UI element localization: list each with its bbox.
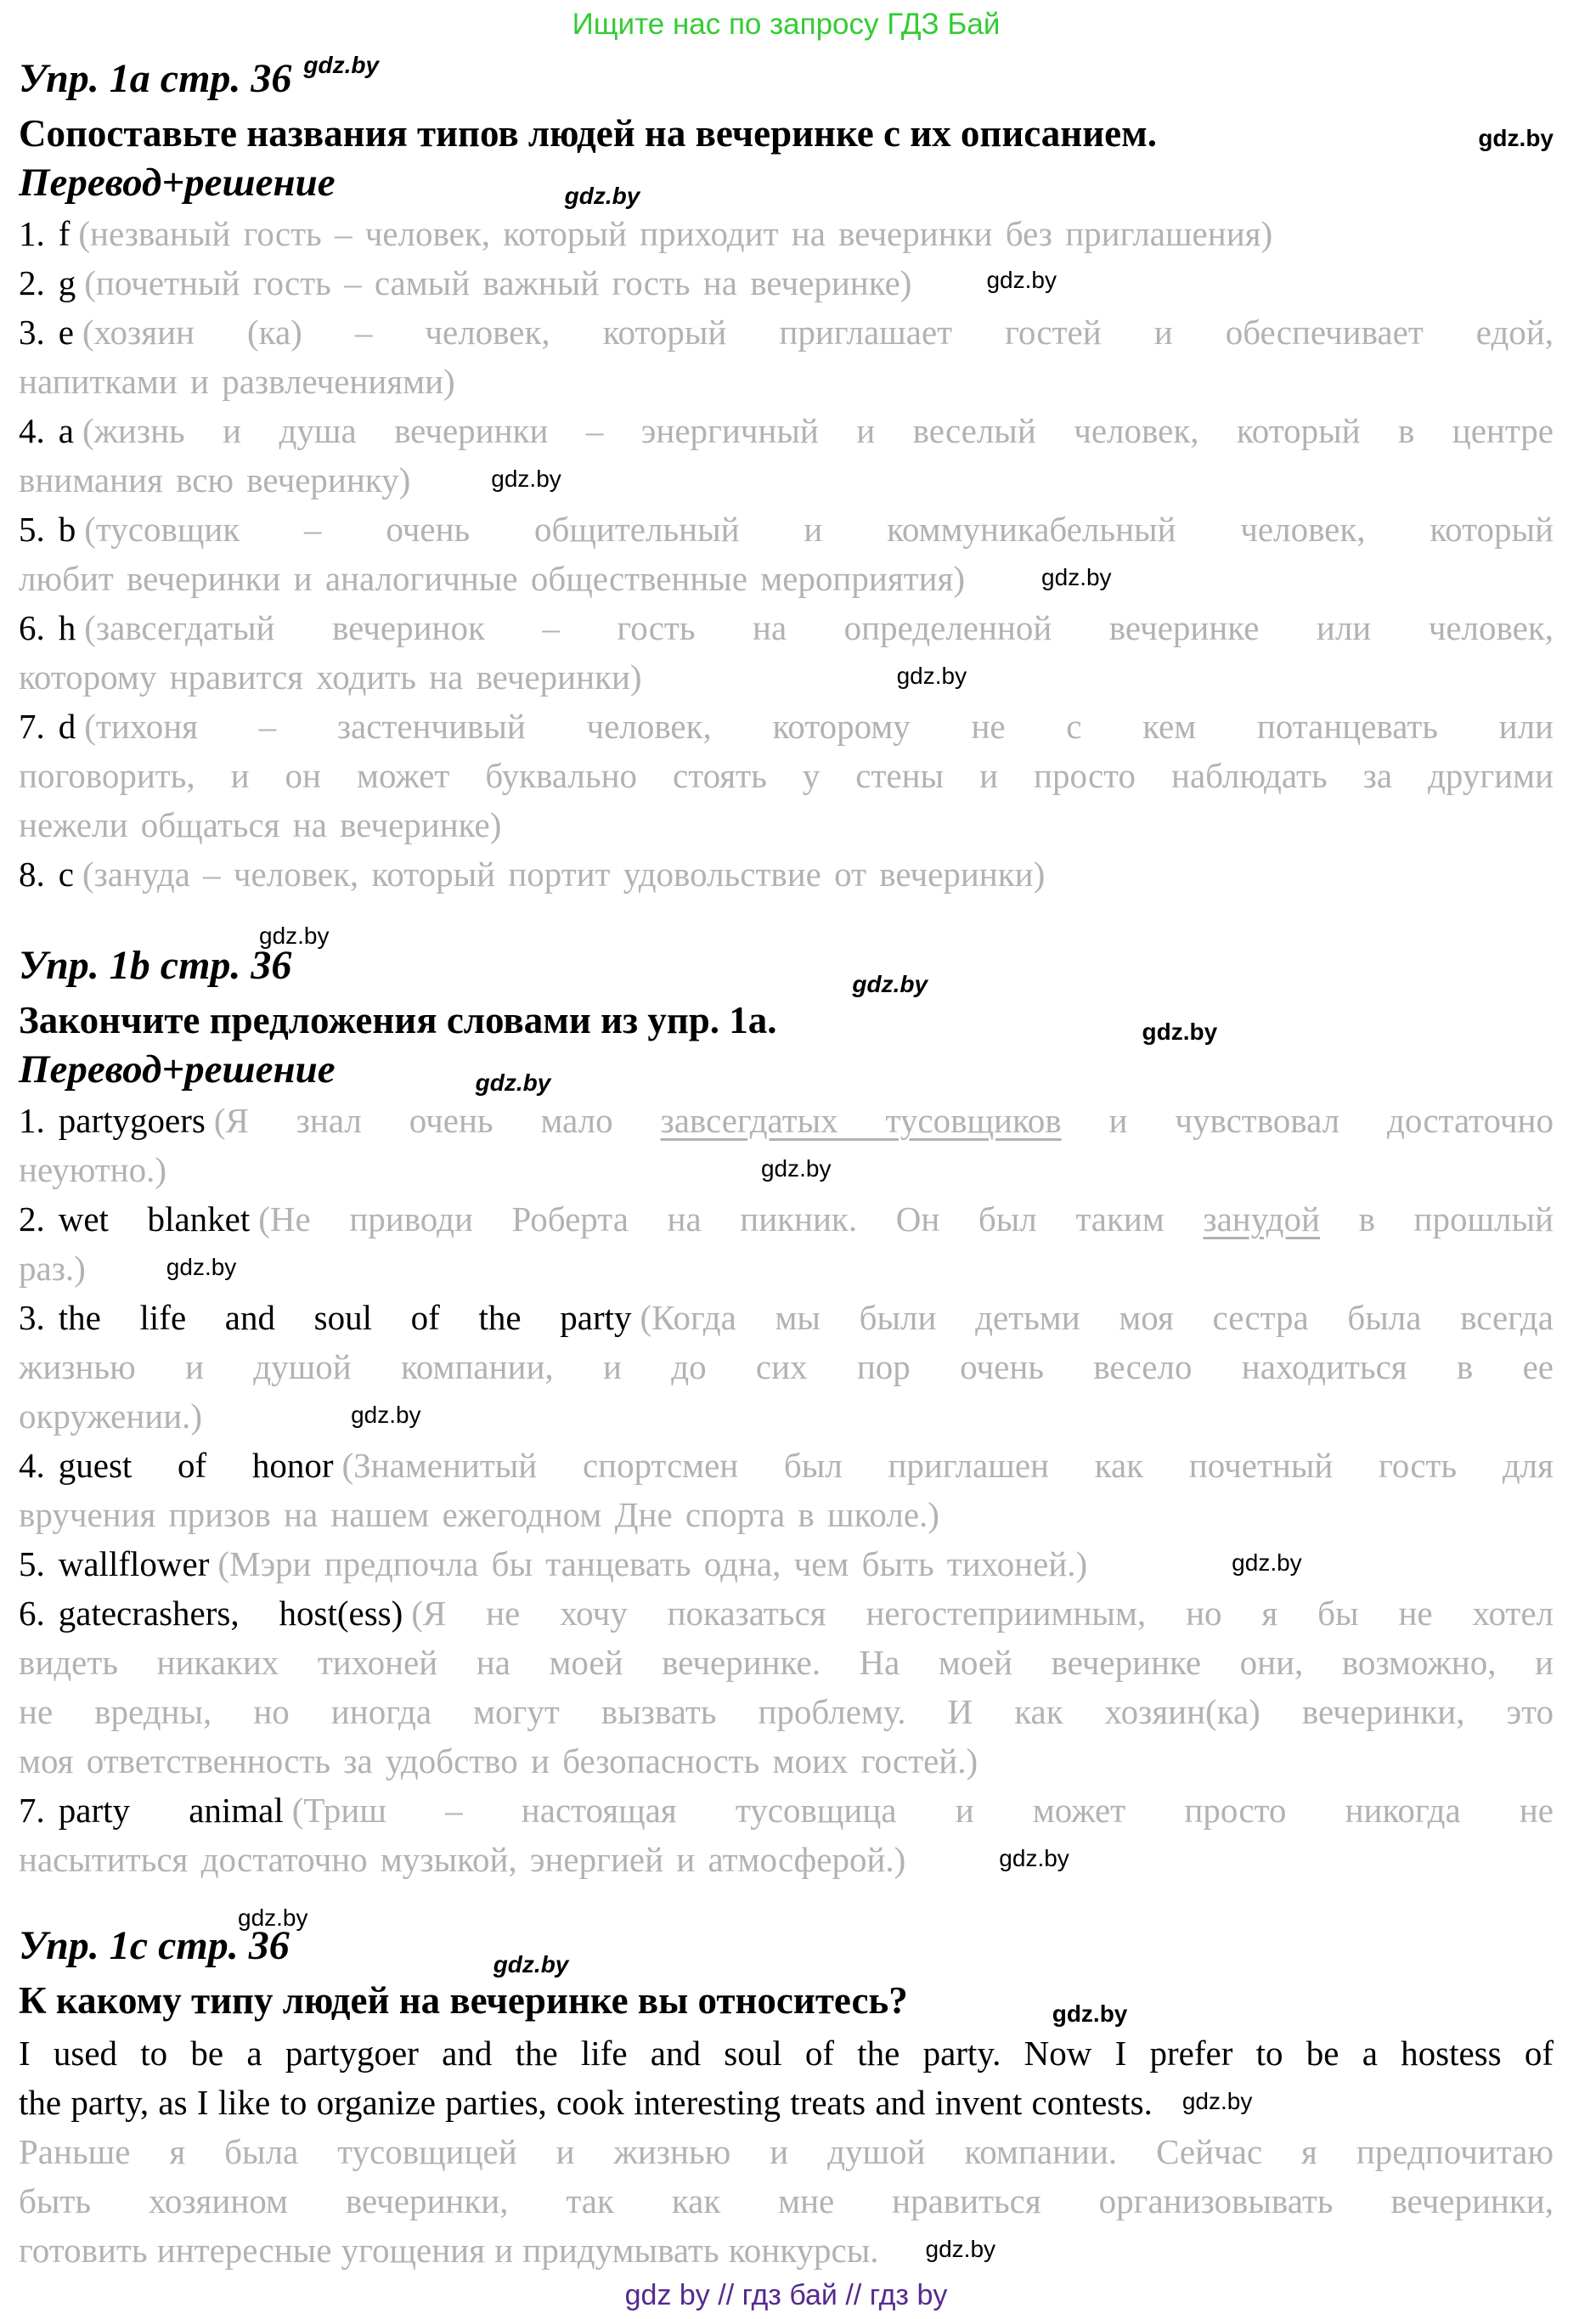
item-translation: (Знаменитый спортсмен был приглашен как почетный гость для: [341, 1446, 1554, 1485]
watermark: gdz.by: [1181, 2088, 1253, 2114]
text-line: [19, 1539, 1554, 1588]
text-line: [19, 1687, 1554, 1736]
exercise-1b-task-text: Закончите предложения словами из упр. 1a.: [19, 999, 777, 1041]
item-translation: (Я не хочу показаться негостеприимным, но я бы не хотел: [411, 1594, 1554, 1633]
item-translation: (Я знал очень мало: [213, 1101, 661, 1140]
text-line: [19, 1194, 1554, 1244]
watermark: gdz.by: [999, 1845, 1069, 1871]
item-translation: в прошлый: [1319, 1199, 1554, 1238]
answer-ru-text: готовить интересные угощения и придумывать конкурсы.: [19, 2231, 879, 2270]
exercise-1c-task: [19, 1979, 1554, 2027]
text-line: [19, 1145, 1554, 1194]
text-line: [19, 209, 1554, 258]
item-number: 5.: [19, 510, 45, 549]
answer-en-text: the party, as I like to organize parties, cook interesting treats and invent contests.: [19, 2083, 1153, 2122]
text-line: [19, 2127, 1554, 2176]
item-translation: любит вечеринки и аналогичные общественные мероприятия): [19, 559, 966, 598]
match-item: [19, 505, 1554, 603]
item-translation: неуютно.): [19, 1150, 166, 1189]
item-answer: wet blanket: [58, 1199, 251, 1238]
match-items-list: [19, 209, 1554, 899]
watermark: gdz.by: [351, 1402, 421, 1428]
item-translation: (Мэри предпочла бы танцевать одна, чем быть тихоней.): [217, 1544, 1088, 1583]
watermark: gdz.by: [166, 1254, 237, 1280]
promo-banner: Ищите нас по запросу ГДЗ Бай: [572, 8, 1001, 41]
item-answer: f: [58, 214, 70, 253]
item-answer: a: [58, 411, 74, 450]
item-translation: нежели общаться на вечеринке): [19, 805, 502, 844]
item-answer: g: [58, 263, 76, 302]
text-line: [19, 1293, 1554, 1342]
item-number: 4.: [19, 1446, 45, 1485]
item-translation: (тусовщик – очень общительный и коммуникабельный человек, который: [84, 510, 1554, 549]
item-translation: жизнью и душой компании, и до сих пор очень весело находиться в ее: [19, 1347, 1554, 1386]
match-item: [19, 209, 1554, 258]
watermark: gdz.by: [238, 1904, 308, 1931]
item-number: 7.: [19, 707, 45, 746]
solution-label-1a: [19, 161, 1554, 209]
text-line: [19, 1588, 1554, 1638]
text-line: [19, 849, 1554, 899]
text-line: [19, 1638, 1554, 1687]
sentence-item: [19, 1096, 1554, 1194]
item-number: 8.: [19, 855, 45, 894]
answer-paragraph-ru: [19, 2127, 1554, 2275]
watermark: gdz.by: [852, 971, 928, 997]
item-translation: (жизнь и душа вечеринки – энергичный и веселый человек, который в центре: [82, 411, 1554, 450]
text-line: [19, 258, 1554, 308]
item-translation: раз.): [19, 1249, 86, 1288]
item-translation: видеть никаких тихоней на моей вечеринке. На моей вечеринке они, возможно, и: [19, 1643, 1554, 1682]
item-answer: gatecrashers, host(ess): [58, 1594, 403, 1633]
item-number: 1.: [19, 1101, 45, 1140]
exercise-1c-title-text: Упр. 1c стр. 36: [19, 1923, 290, 1968]
item-translation: моя ответственность за удобство и безопасность моих гостей.): [19, 1741, 978, 1780]
watermark: gdz.by: [925, 2236, 996, 2262]
item-translation: поговорить, и он может буквально стоять у стены и просто наблюдать за другими: [19, 756, 1554, 795]
item-translation: внимания всю вечеринку): [19, 460, 411, 499]
answer-paragraph-en: [19, 2028, 1554, 2127]
watermark: gdz.by: [1142, 1018, 1218, 1045]
text-line: [19, 1835, 1554, 1884]
text-line: [19, 2176, 1554, 2226]
item-translation: (хозяин (ка) – человек, который приглашает гостей и обеспечивает едой,: [82, 313, 1554, 352]
watermark: gdz.by: [1041, 564, 1112, 590]
item-number: 1.: [19, 214, 45, 253]
item-number: 6.: [19, 608, 45, 647]
item-translation: и чувствовал достаточно: [1061, 1101, 1554, 1140]
item-translation: окружении.): [19, 1396, 203, 1436]
text-line: [19, 1786, 1554, 1835]
text-line: [19, 1736, 1554, 1786]
watermark: gdz.by: [303, 52, 380, 78]
sentence-item: [19, 1293, 1554, 1441]
text-line: [19, 1342, 1554, 1391]
item-answer: h: [58, 608, 76, 647]
item-answer: d: [58, 707, 76, 746]
watermark: gdz.by: [491, 465, 561, 492]
text-line: [19, 1244, 1554, 1293]
item-answer: the life and soul of the party: [58, 1298, 632, 1337]
watermark: gdz.by: [986, 267, 1057, 293]
item-number: 4.: [19, 411, 45, 450]
item-answer: partygoers: [58, 1101, 206, 1140]
item-translation: не вредны, но иногда могут вызвать проблему. И как хозяин(ка) вечеринки, это: [19, 1692, 1554, 1731]
watermark: gdz.by: [1478, 125, 1554, 151]
text-line: [19, 751, 1554, 800]
text-line: [19, 406, 1554, 455]
item-number: 7.: [19, 1791, 45, 1830]
text-line: [19, 505, 1554, 554]
exercise-1b-task: [19, 999, 1554, 1045]
item-answer: guest of honor: [58, 1446, 334, 1485]
item-number: 3.: [19, 313, 45, 352]
item-translation: (Триш – настоящая тусовщица и может просто никогда не: [291, 1791, 1554, 1830]
answer-en-text: I used to be a partygoer and the life and soul of the party. Now I prefer to be a hostess of: [19, 2034, 1554, 2073]
text-line: [19, 1096, 1554, 1145]
sentence-item: [19, 1539, 1554, 1588]
item-number: 2.: [19, 263, 45, 302]
item-translation-underlined: завсегдатых тусовщиков: [660, 1101, 1062, 1140]
watermark: gdz.by: [475, 1069, 551, 1096]
item-translation: (незваный гость – человек, который приходит на вечеринки без приглашения): [78, 214, 1273, 253]
watermark: gdz.by: [564, 183, 640, 209]
exercise-1c-task-text: К какому типу людей на вечеринке вы относитесь?: [19, 1979, 908, 2022]
text-line: [19, 2226, 1554, 2275]
item-translation: (завсегдатый вечеринок – гость на определенной вечеринке или человек,: [84, 608, 1554, 647]
text-line: [19, 554, 1554, 603]
item-number: 3.: [19, 1298, 45, 1337]
sentence-item: [19, 1194, 1554, 1293]
solution-label-1b: [19, 1047, 1554, 1096]
exercise-1c-section: [19, 1923, 1554, 2275]
watermark: gdz.by: [760, 1155, 832, 1182]
item-translation: (зануда – человек, который портит удовольствие от вечеринки): [82, 855, 1046, 894]
answer-ru-text: Раньше я была тусовщицей и жизнью и душой компании. Сейчас я предпочитаю: [19, 2132, 1554, 2171]
watermark: gdz.by: [259, 923, 330, 949]
exercise-1c-title: [19, 1923, 1554, 1978]
item-translation: (тихоня – застенчивый человек, которому не с кем потанцевать или: [84, 707, 1554, 746]
item-answer: party animal: [58, 1791, 284, 1830]
text-line: [19, 455, 1554, 505]
item-translation: насытиться достаточно музыкой, энергией и атмосферой.): [19, 1840, 906, 1879]
item-translation-underlined: занудой: [1203, 1199, 1320, 1238]
exercise-1b-title-text: Упр. 1b стр. 36: [19, 943, 292, 988]
exercise-1b-title: [19, 943, 1554, 997]
text-line: [19, 308, 1554, 357]
footer-links: gdz by // гдз бай // гдз by: [624, 2279, 948, 2311]
watermark: gdz.by: [1052, 2000, 1128, 2027]
watermark: gdz.by: [896, 663, 967, 689]
watermark: gdz.by: [1232, 1549, 1302, 1576]
text-line: [19, 1441, 1554, 1490]
sentence-items-list: [19, 1096, 1554, 1884]
match-item: [19, 406, 1554, 505]
sentence-item: [19, 1588, 1554, 1786]
exercise-1a-task-text: Сопоставьте названия типов людей на вечеринке с их описанием.: [19, 112, 1158, 155]
item-translation: которому нравится ходить на вечеринки): [19, 657, 642, 697]
watermark-row: [19, 1884, 1554, 1931]
exercise-1a-title-text: Упр. 1a стр. 36: [19, 56, 292, 101]
item-number: 6.: [19, 1594, 45, 1633]
watermark: gdz.by: [493, 1951, 569, 1978]
match-item: [19, 308, 1554, 406]
sentence-item: [19, 1441, 1554, 1539]
exercise-1b-section: [19, 943, 1554, 1931]
text-line: [19, 603, 1554, 652]
item-translation: напитками и развлечениями): [19, 362, 455, 401]
text-line: [19, 702, 1554, 751]
solution-label-1a-text: Перевод+решение: [19, 161, 336, 205]
exercise-1a-title: [19, 52, 1554, 102]
item-number: 2.: [19, 1199, 45, 1238]
answer-ru-text: быть хозяином вечеринки, так как мне нравиться организовывать вечеринки,: [19, 2181, 1554, 2220]
item-translation: (Когда мы были детьми моя сестра была всегда: [640, 1298, 1554, 1337]
watermark-row: [19, 899, 1554, 949]
solution-label-1b-text: Перевод+решение: [19, 1047, 336, 1092]
match-item: [19, 702, 1554, 849]
item-answer: c: [58, 855, 74, 894]
text-line: [19, 800, 1554, 849]
item-translation: вручения призов на нашем ежегодном Дне спорта в школе.): [19, 1495, 939, 1534]
text-line: [19, 2028, 1554, 2078]
match-item: [19, 849, 1554, 899]
text-line: [19, 2078, 1554, 2127]
text-line: [19, 652, 1554, 702]
text-line: [19, 1391, 1554, 1441]
text-line: [19, 1490, 1554, 1539]
exercise-1a-section: [19, 52, 1554, 949]
exercise-1a-task: [19, 112, 1554, 155]
item-translation: (Не приводи Роберта на пикник. Он был таким: [258, 1199, 1204, 1238]
item-answer: wallflower: [58, 1544, 210, 1583]
text-line: [19, 357, 1554, 406]
sentence-item: [19, 1786, 1554, 1884]
match-item: [19, 603, 1554, 702]
match-item: [19, 258, 1554, 308]
item-number: 5.: [19, 1544, 45, 1583]
item-answer: e: [58, 313, 74, 352]
item-answer: b: [58, 510, 76, 549]
item-translation: (почетный гость – самый важный гость на вечеринке): [84, 263, 912, 302]
